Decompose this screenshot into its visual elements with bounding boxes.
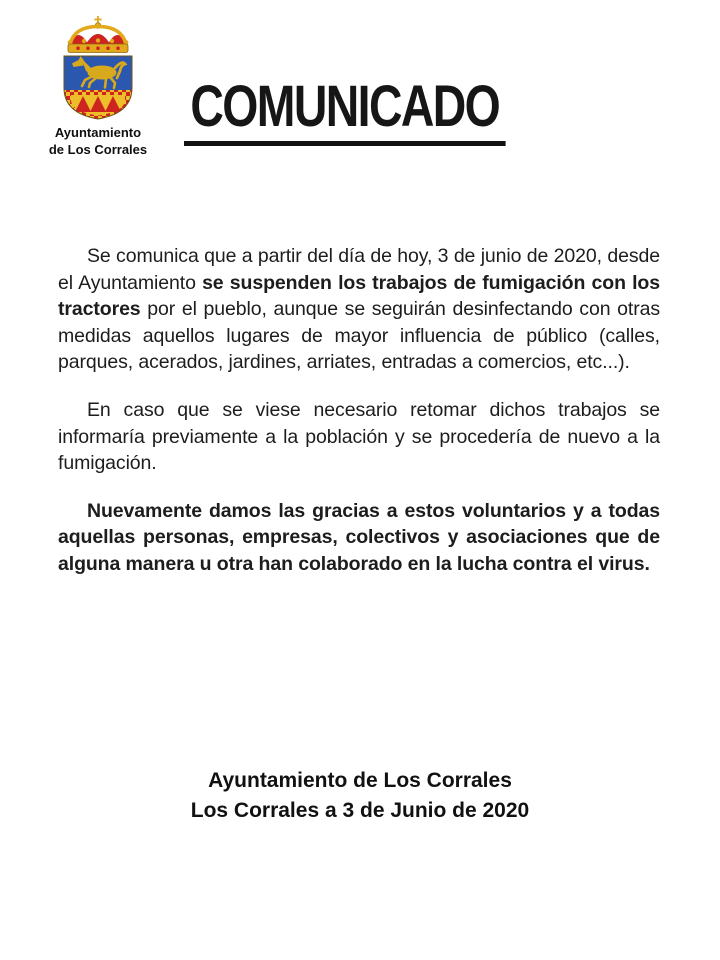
footer <box>0 766 720 826</box>
footer-org-line: Ayuntamiento de Los Corrales <box>208 769 512 792</box>
page-title <box>184 74 586 146</box>
body-text <box>58 243 660 599</box>
paragraph <box>58 498 660 578</box>
paragraph <box>58 397 660 477</box>
logo-caption-line2: de Los Corrales <box>48 141 148 157</box>
footer-date-line: Los Corrales a 3 de Junio de 2020 <box>190 799 530 822</box>
text-run: por el pueblo, aunque se seguirán desinfectando con otras medidas aquellos lugares de mayor influencia de público (calles, parques, acerados, jardines, arriates, entradas a comercios, etc...). <box>58 298 660 374</box>
municipal-logo <box>45 16 151 158</box>
crown <box>68 16 129 53</box>
text-run: En caso que se viese necesario retomar dichos trabajos se informaría previamente a la población y se procedería de nuevo a la fumigación. <box>58 398 660 475</box>
coat-of-arms-icon <box>58 16 138 120</box>
text-run: Se comunica que a partir del día de hoy, 3 de junio de 2020, desde el Ayuntamiento <box>58 245 660 294</box>
page-title-text: COMUNICADO <box>184 78 506 146</box>
paragraph <box>58 243 660 376</box>
logo-caption-line1: Ayuntamiento <box>54 125 142 140</box>
text-run-bold: Nuevamente damos las gracias a estos voluntarios y a todas aquellas personas, empresas, colectivos y asociaciones que de alguna manera u otra han colaborado en la lucha contra el virus. <box>58 499 660 575</box>
text-run-bold: se suspenden los trabajos de fumigación con los tractores <box>58 271 660 321</box>
